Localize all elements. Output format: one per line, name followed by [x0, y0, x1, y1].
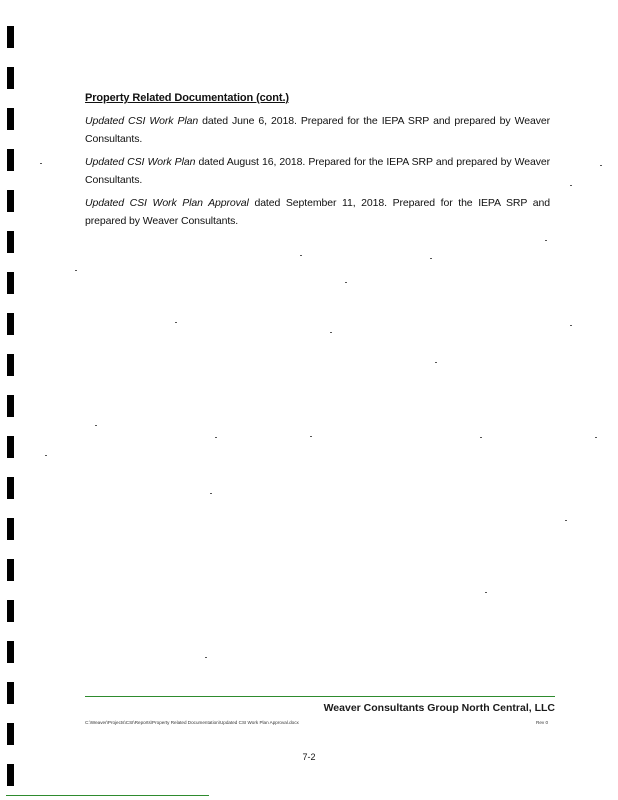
scan-speck [595, 437, 597, 438]
scan-speck [215, 437, 217, 438]
scan-speck [485, 592, 487, 593]
scan-speck [95, 425, 97, 426]
entry-title: Updated CSI Work Plan [85, 115, 199, 127]
scan-speck [570, 185, 572, 186]
scan-speck [565, 520, 567, 521]
binder-mark [7, 231, 14, 253]
binder-mark [7, 600, 14, 622]
binder-mark [7, 641, 14, 663]
binder-mark [7, 764, 14, 786]
scan-speck [435, 362, 437, 363]
document-entry [85, 153, 550, 189]
binder-mark [7, 682, 14, 704]
binder-mark [7, 26, 14, 48]
bottom-divider [6, 795, 209, 796]
entry-title: Updated CSI Work Plan Approval [85, 197, 249, 209]
revision-label: Rev 0 [536, 720, 549, 725]
binder-mark [7, 272, 14, 294]
binder-mark [7, 67, 14, 89]
entry-description: dated August 16, 2018. Prepared for the IEPA SRP and prepared by Weaver Consultants. [85, 156, 550, 186]
binder-mark [7, 354, 14, 376]
scan-speck [345, 282, 347, 283]
company-name: Weaver Consultants Group North Central, LLC [323, 702, 555, 714]
scan-speck [175, 322, 177, 323]
scan-speck [330, 332, 332, 333]
binder-mark [7, 477, 14, 499]
scan-speck [310, 436, 312, 437]
scan-speck [205, 657, 207, 658]
scan-speck [600, 165, 602, 166]
binder-mark [7, 108, 14, 130]
section-heading: Property Related Documentation (cont.) [85, 92, 289, 104]
entry-title: Updated CSI Work Plan [85, 156, 196, 168]
binder-mark [7, 559, 14, 581]
binder-mark [7, 149, 14, 171]
footer-divider [85, 696, 555, 697]
binder-mark [7, 313, 14, 335]
entry-description: dated June 6, 2018. Prepared for the IEPA SRP and prepared by Weaver Consultants. [85, 115, 550, 145]
scan-speck [430, 258, 432, 259]
scan-speck [545, 240, 547, 241]
binder-mark [7, 395, 14, 417]
binder-mark [7, 190, 14, 212]
page-number: 7-2 [302, 752, 316, 762]
scan-speck [40, 163, 42, 164]
scan-speck [480, 437, 482, 438]
document-entry [85, 112, 550, 148]
entry-description: dated September 11, 2018. Prepared for the IEPA SRP and prepared by Weaver Consultants. [85, 197, 551, 227]
scan-speck [300, 255, 302, 256]
binder-mark [7, 518, 14, 540]
binder-mark [7, 723, 14, 745]
scan-speck [75, 270, 77, 271]
scan-speck [45, 455, 47, 456]
file-path: C:\Weaver\Projects\CSI\Reports\Property Related Documentation\Updated CSI Work Plan Approval.docx [85, 720, 299, 725]
binder-mark [7, 436, 14, 458]
scan-speck [210, 493, 212, 494]
document-entry [85, 194, 550, 230]
scan-speck [570, 325, 572, 326]
